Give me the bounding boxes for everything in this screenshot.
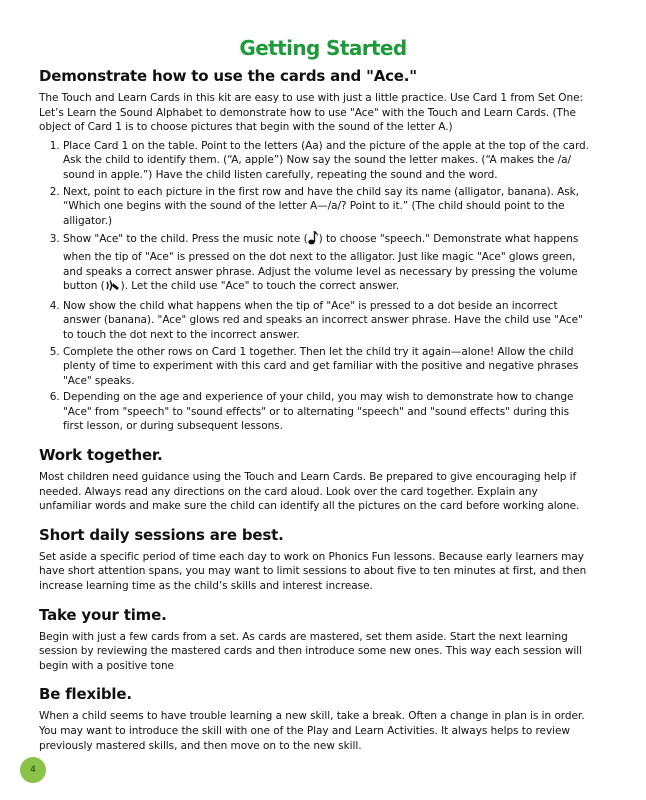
section-heading: Demonstrate how to use the cards and "Ace." bbox=[39, 67, 417, 85]
list-item bbox=[63, 230, 591, 296]
section-body: When a child seems to have trouble learning a new skill, take a break. Often a change in plan is in order. You may want to introduce the skill with one of the Play and Learn Activities. It always helps to review previously mastered skills, and then move on to the new skill. bbox=[39, 710, 585, 752]
section-heading: Be flexible. bbox=[39, 685, 132, 704]
step-text: Next, point to each picture in the first row and have the child say its name (alligator, banana). Ask, “Which one begins with the sound of the letter A—/a/? Point to it.” (The child should point to the alligator.) bbox=[63, 185, 579, 227]
section-work-together bbox=[39, 446, 591, 514]
step-text: Show "Ace" to the child. Press the music note ( bbox=[63, 233, 308, 246]
list-item bbox=[63, 185, 591, 229]
steps-list bbox=[39, 139, 591, 434]
section-body: Most children need guidance using the Touch and Learn Cards. Be prepared to give encouraging help if needed. Always read any directions on the card aloud. Look over the card together. Explain any unfamiliar words and make sure the child can identify all the pictures on the card before working alone. bbox=[39, 471, 580, 513]
list-item bbox=[63, 345, 591, 389]
page-title: Getting Started bbox=[239, 36, 407, 60]
section-intro: The Touch and Learn Cards in this kit are easy to use with just a little practice. Use Card 1 from Set One: Let’s Learn the Sound Alphabet to demonstrate how to use "Ace" with the Touch and Learn Cards. (The object of Card 1 is to choose pictures that begin with the sound of the letter A.) bbox=[39, 92, 583, 134]
section-short-sessions bbox=[39, 526, 591, 594]
list-item bbox=[63, 299, 591, 343]
step-text: Place Card 1 on the table. Point to the letters (Aa) and the picture of the apple at the top of the card. Ask the child to identify them. (“A, apple”) Now say the sound the letter makes. (“A makes the /a/ sound in apple.”) Have the child listen carefully, repeating the sound and the word. bbox=[63, 139, 589, 181]
section-heading: Short daily sessions are best. bbox=[39, 525, 284, 544]
step-text: ). Let the child use "Ace" to touch the correct answer. bbox=[120, 280, 400, 293]
step-text: ) to choose "speech." Demonstrate what happens when the tip of "Ace" is pressed on the dot next to the alligator. Just like magic "Ace" glows green, and speaks a correct answer phrase. Adjust the volume level as necessary by pressing the volume button ( bbox=[63, 233, 579, 293]
section-heading: Take your time. bbox=[39, 605, 167, 624]
page-content bbox=[39, 67, 591, 753]
section-heading: Work together. bbox=[39, 446, 163, 465]
music-note-icon bbox=[308, 230, 319, 250]
section-take-your-time bbox=[39, 606, 591, 674]
section-body: Begin with just a few cards from a set. As cards are mastered, set them aside. Start the next learning session by reviewing the mastered cards and then introduce some new ones. This way each session will begin with a positive tone bbox=[39, 630, 582, 672]
page-number-badge: 4 bbox=[20, 757, 46, 783]
list-item bbox=[63, 390, 591, 434]
step-text: Depending on the age and experience of your child, you may wish to demonstrate how to change "Ace" from "speech" to "sound effects" or to alternating "speech" and "sound effects" during this first lesson, or during subsequent lessons. bbox=[63, 391, 574, 433]
section-be-flexible bbox=[39, 685, 591, 753]
section-demonstrate bbox=[39, 67, 591, 434]
volume-button-icon bbox=[105, 279, 121, 297]
section-body: Set aside a specific period of time each day to work on Phonics Fun lessons. Because early learners may have short attention spans, you may want to limit sessions to about five to ten minutes at first, and then increase learning time as the child’s skills and interest increase. bbox=[39, 550, 587, 593]
list-item bbox=[63, 139, 591, 183]
step-text: Now show the child what happens when the tip of "Ace" is pressed to a dot beside an incorrect answer (banana). "Ace" glows red and speaks an incorrect answer phrase. Have the child use "Ace" to touch the dot next to the incorrect answer. bbox=[63, 299, 583, 341]
step-text: Complete the other rows on Card 1 together. Then let the child try it again—alone! Allow the child plenty of time to experiment with this card and get familiar with the positive and negative phrases "Ace" speaks. bbox=[63, 345, 579, 387]
